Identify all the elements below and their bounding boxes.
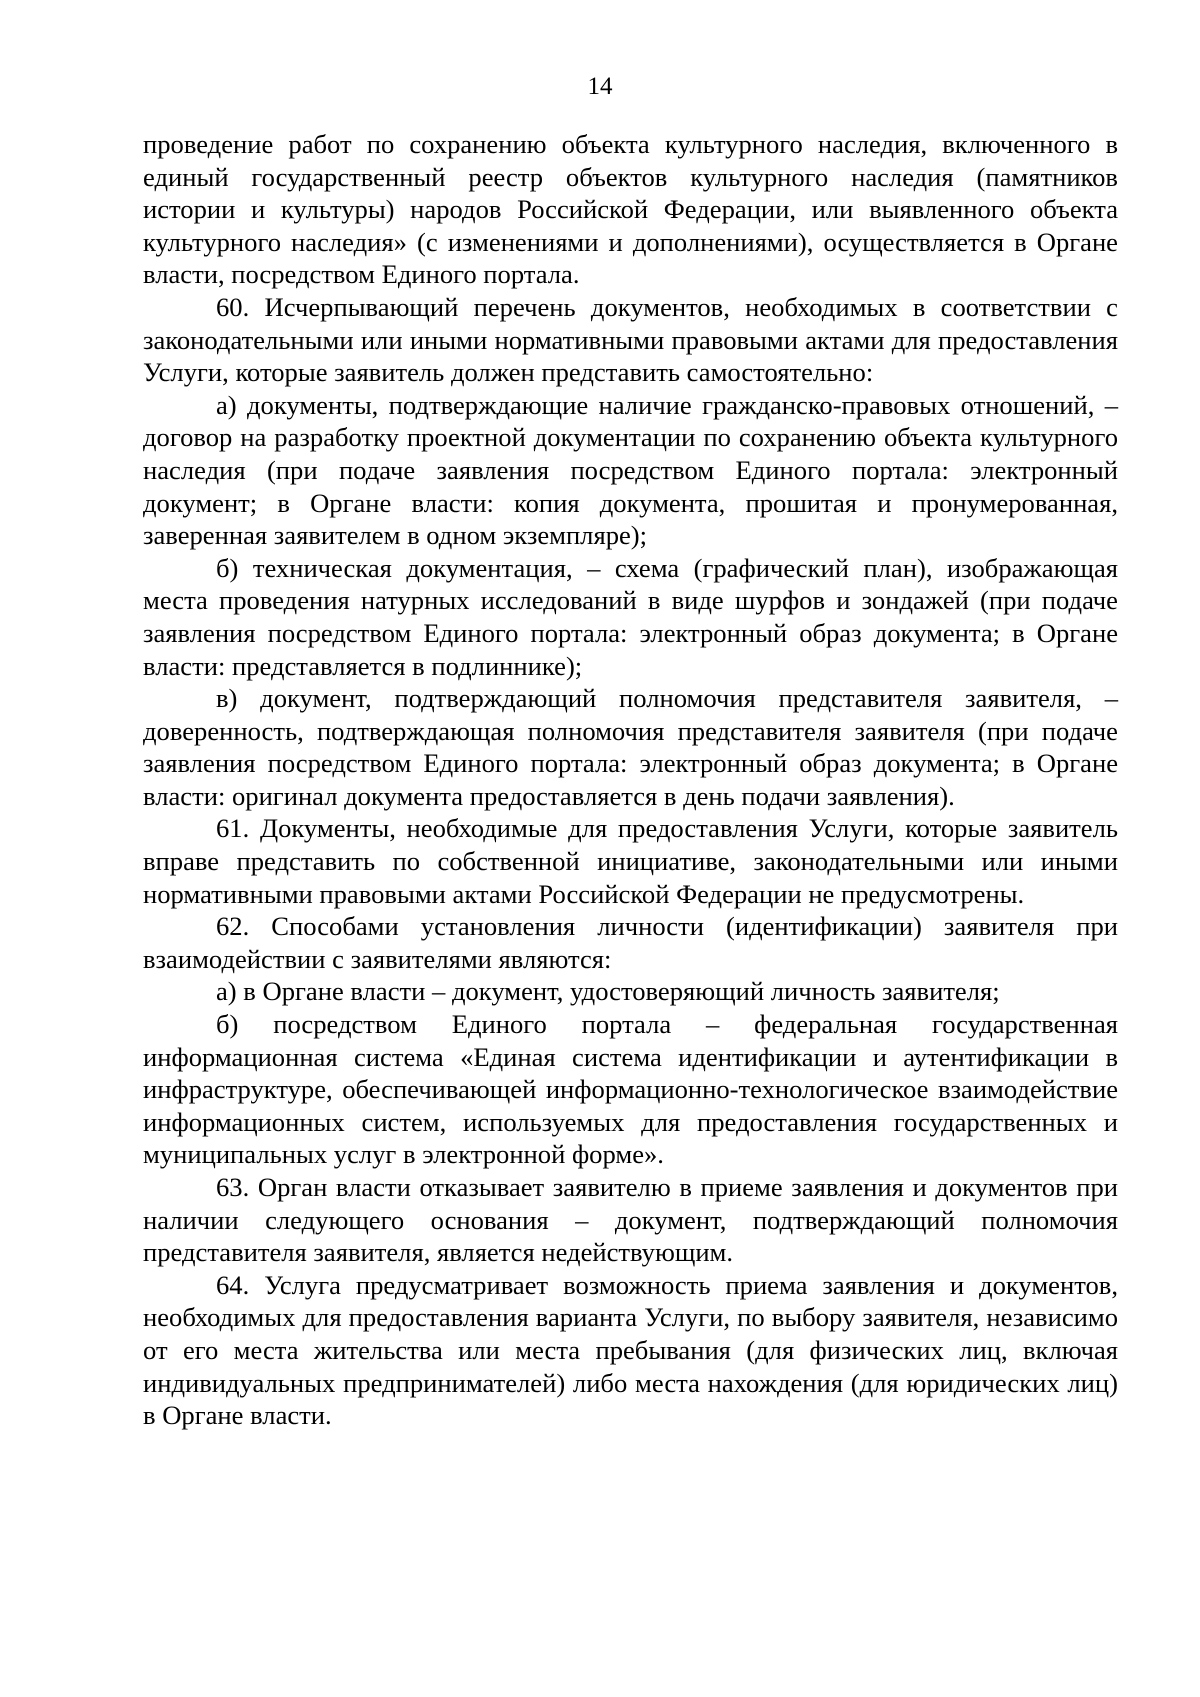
- paragraph-60-a: а) документы, подтверждающие наличие гражданско-правовых отношений, – договор на разработку проектной документации по сохранению объекта культурного наследия (при подаче заявления посредством Единого портала: электронный документ; в Органе власти: копия документа, прошитая и пронумерованная, заверенная заявителем в одном экземпляре);: [143, 389, 1118, 551]
- document-body: [143, 128, 1118, 1432]
- page-number: 14: [587, 73, 613, 100]
- paragraph-60-c: в) документ, подтверждающий полномочия представителя заявителя, – доверенность, подтверждающая полномочия представителя заявителя (при подаче заявления посредством Единого портала: электронный образ документа; в Органе власти: оригинал документа предоставляется в день подачи заявления).: [143, 683, 1118, 811]
- paragraph-61: 61. Документы, необходимые для предоставления Услуги, которые заявитель вправе представить по собственной инициативе, законодательными или иными нормативными правовыми актами Российской Федерации не предусмотрены.: [143, 813, 1118, 909]
- paragraph-62-a: а) в Органе власти – документ, удостоверяющий личность заявителя;: [216, 976, 1000, 1007]
- paragraph-60: 60. Исчерпывающий перечень документов, необходимых в соответствии с законодательными или иными нормативными правовыми актами для предоставления Услуги, которые заявитель должен представить самостоятельно:: [143, 291, 1118, 388]
- paragraph-62-b: б) посредством Единого портала – федеральная государственная информационная система «Единая система идентификации и аутентификации в инфраструктуре, обеспечивающей информационно-технологическое взаимодействие информационных систем, используемых для предоставления государственных и муниципальных услуг в электронной форме».: [143, 1009, 1118, 1170]
- paragraph-62: 62. Способами установления личности (идентификации) заявителя при взаимодействии с заявителями являются:: [143, 911, 1118, 974]
- paragraph-continuation: проведение работ по сохранению объекта культурного наследия, включенного в единый государственный реестр объектов культурного наследия (памятников истории и культуры) народов Российской Федерации, или выявленного объекта культурного наследия» (с изменениями и дополнениями), осуществляется в Органе власти, посредством Единого портала.: [143, 129, 1118, 290]
- paragraph-64: 64. Услуга предусматривает возможность приема заявления и документов, необходимых для предоставления варианта Услуги, по выбору заявителя, независимо от его места жительства или места пребывания (для физических лиц, включая индивидуальных предпринимателей) либо места нахождения (для юридических лиц) в Органе власти.: [143, 1269, 1118, 1431]
- paragraph-63: 63. Орган власти отказывает заявителю в приеме заявления и документов при наличии следующего основания – документ, подтверждающий полномочия представителя заявителя, является недействующим.: [143, 1172, 1118, 1268]
- paragraph-60-b: б) техническая документация, – схема (графический план), изображающая места проведения натурных исследований в виде шурфов и зондажей (при подаче заявления посредством Единого портала: электронный образ документа; в Органе власти: представляется в подлиннике);: [143, 552, 1118, 681]
